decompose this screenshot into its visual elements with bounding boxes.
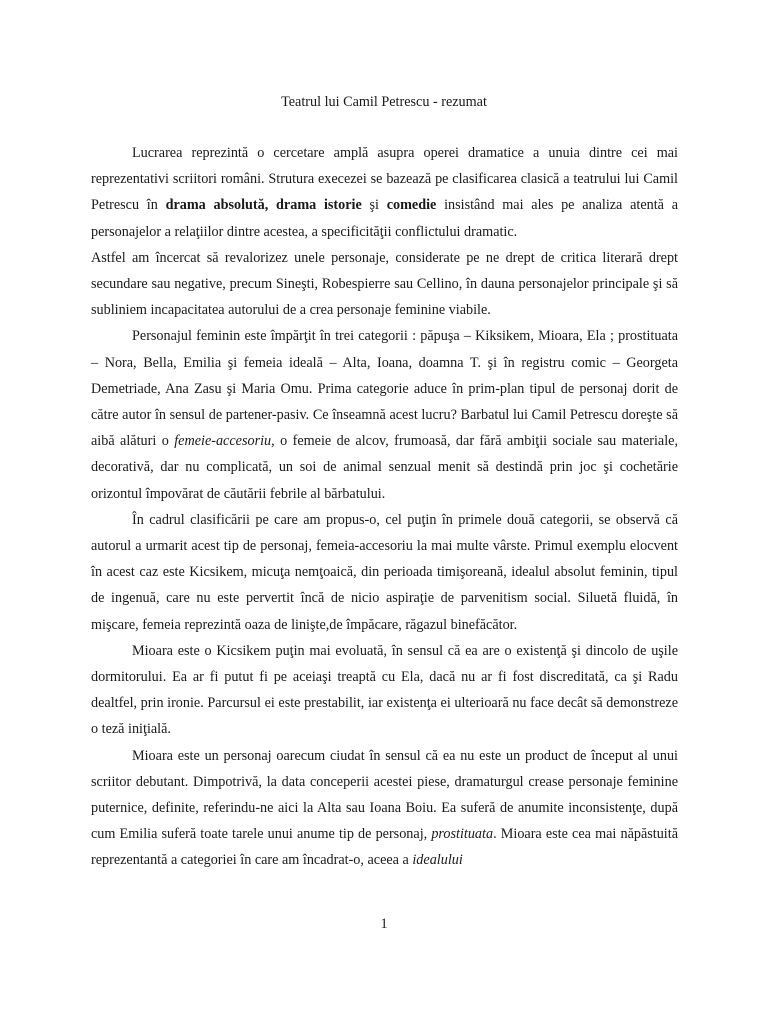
paragraph-1-bold-1: drama absolută, drama istorie (165, 197, 362, 214)
paragraph-6 (91, 743, 678, 874)
paragraph-1-text-c: şi (361, 197, 387, 214)
paragraph-1-bold-2: comedie (386, 197, 437, 214)
paragraph-3-text-b: , o femeie de alcov, frumoasă, dar fără ambiţii sociale sau materiale, decorativă, dar nu complicată, un soi de animal senzual menit să destindă prin joc şi cochetărie orizontul împovărat de căutării febrile al bărbatului. (91, 433, 678, 502)
paragraph-1-text-d: insistând mai ales pe analiza atentă a personajelor a relaţiilor dintre acestea, a specificităţii conflictului dramatic. (91, 197, 678, 240)
paragraph-5: Mioara este o Kicsikem puţin mai evoluată, în sensul că ea are o existenţă şi dincolo de uşile dormitorului. Ea ar fi putut fi pe aceiaşi treaptă cu Ela, dacă nu ar fi fost discreditată, ca şi Radu dealtfel, prin ironie. Parcursul ei este prestabilit, iar existenţa ei ulterioară nu face decât să demonstreze o teză iniţială. (91, 642, 678, 738)
paragraph-1 (91, 140, 678, 245)
document-title: Teatrul lui Camil Petrescu - rezumat (281, 94, 487, 110)
document-body (91, 140, 678, 874)
paragraph-2: Astfel am încercat să revalorizez unele personaje, considerate pe ne drept de critica literară drept secundare sau negative, precum Sineşti, Robespierre sau Cellino, în dauna personajelor principale şi să subliniem incapacitatea autorului de a crea personaje feminine viabile. (91, 249, 678, 319)
paragraph-3 (91, 323, 678, 506)
paragraph-6-text-b: . Mioara este cea mai năpăstuită reprezentantă a categoriei în care am încadrat-o, aceea a (91, 826, 678, 869)
paragraph-1-text-a: Lucrarea reprezintă o cercetare amplă asupra operei dramatice a unuia dintre cei mai reprezentativi scriitori români. Strutura execezei se bazează pe clasificarea clasică a teatrului lui Camil Petrescu în (91, 145, 678, 214)
paragraph-6-text-a: Mioara este un personaj oarecum ciudat în sensul că ea nu este un product de început al unui scriitor debutant. Dimpotrivă, la data conceperii acestei piese, dramaturgul crease personaje feminine puternice, definite, referindu-ne aici la Alta sau Ioana Boiu. Ea suferă de anumite inconsistenţe, după cum Emilia suferă toate tarele unui anume tip de personaj, (91, 747, 678, 843)
page-number: 1 (380, 916, 388, 932)
paragraph-4: În cadrul clasificării pe care am propus-o, cel puţin în primele două categorii, se observă că autorul a urmarit acest tip de personaj, femeia-accesoriu la mai multe vârste. Primul exemplu elocvent în acest caz este Kicsikem, micuţa nemţoaică, din perioada timişoreană, idealul absolut feminin, tipul de ingenuă, care nu este pervertit încă de nicio aspiraţie de parvenitism social. Siluetă fluidă, în mişcare, femeia reprezintă oaza de linişte,de împăcare, răgazul binefăcător. (91, 511, 678, 633)
paragraph-6-italic-1: prostituata (431, 826, 494, 843)
paragraph-6-italic-2: idealului (412, 852, 463, 869)
paragraph-3-text-a: Personajul feminin este împărţit în trei categorii : păpuşa – Kiksikem, Mioara, Ela ; prostituata – Nora, Bella, Emilia şi femeia ideală – Alta, Ioana, doamna T. şi în registru comic – Georgeta Demetriade, Ana Zasu şi Maria Omu. Prima categorie aduce în prim-plan tipul de personaj dorit de către autor în sensul de partener-pasiv. Ce înseamnă acest lucru? Barbatul lui Camil Petrescu doreşte să aibă alături o (91, 328, 678, 450)
paragraph-3-italic-1: femeie-accesoriu (174, 433, 272, 450)
